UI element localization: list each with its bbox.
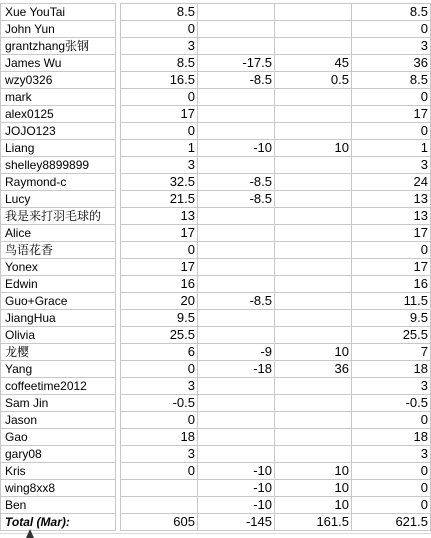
new-balance-cell[interactable]: 1 — [352, 140, 431, 157]
charge-cell[interactable]: -8.5 — [198, 293, 275, 310]
table-row — [1, 259, 431, 276]
table-row — [1, 463, 431, 480]
charge-cell[interactable] — [198, 412, 275, 429]
new-balance-cell[interactable]: 24 — [352, 174, 431, 191]
charge-cell[interactable] — [198, 89, 275, 106]
table-row — [1, 4, 431, 21]
table-row — [1, 344, 431, 361]
charge-cell[interactable] — [198, 208, 275, 225]
new-balance-cell[interactable]: 36 — [352, 55, 431, 72]
payment-cell[interactable] — [275, 446, 352, 463]
status-bar — [0, 533, 431, 538]
balance-cell[interactable]: 0 — [121, 412, 198, 429]
balance-cell[interactable]: 16 — [121, 276, 198, 293]
charge-cell[interactable] — [198, 225, 275, 242]
balance-cell[interactable]: 3 — [121, 378, 198, 395]
table-row — [1, 327, 431, 344]
payment-cell[interactable]: 36 — [275, 361, 352, 378]
charge-cell[interactable] — [198, 378, 275, 395]
balance-cell[interactable]: -0.5 — [121, 395, 198, 412]
balance-cell[interactable]: 3 — [121, 446, 198, 463]
charge-cell[interactable]: -18 — [198, 361, 275, 378]
payment-cell[interactable] — [275, 89, 352, 106]
balance-cell[interactable]: 17 — [121, 106, 198, 123]
table-row — [1, 123, 431, 140]
player-name-cell[interactable]: gary08 — [1, 446, 116, 463]
new-balance-cell[interactable]: 16 — [352, 276, 431, 293]
new-balance-cell[interactable]: -0.5 — [352, 395, 431, 412]
table-row — [1, 21, 431, 38]
new-balance-cell[interactable]: 0 — [352, 412, 431, 429]
new-balance-cell[interactable]: 18 — [352, 361, 431, 378]
new-balance-cell[interactable]: 3 — [352, 157, 431, 174]
player-name-cell[interactable]: Sam Jin — [1, 395, 116, 412]
balance-cell[interactable]: 1 — [121, 140, 198, 157]
charge-cell[interactable] — [198, 446, 275, 463]
table-row — [1, 191, 431, 208]
charge-cell[interactable]: -145 — [198, 514, 275, 531]
table-row — [1, 174, 431, 191]
new-balance-cell[interactable]: 8.5 — [352, 72, 431, 89]
table-row — [1, 378, 431, 395]
player-name-cell[interactable]: Yonex — [1, 259, 116, 276]
payment-cell[interactable] — [275, 242, 352, 259]
table-row — [1, 395, 431, 412]
payment-cell[interactable] — [275, 174, 352, 191]
balance-cell[interactable]: 18 — [121, 429, 198, 446]
balance-cell[interactable]: 3 — [121, 38, 198, 55]
player-name-cell[interactable]: JOJO123 — [1, 123, 116, 140]
player-name-cell[interactable]: John Yun — [1, 21, 116, 38]
player-name-cell[interactable]: Liang — [1, 140, 116, 157]
payment-cell[interactable]: 10 — [275, 497, 352, 514]
player-name-cell[interactable]: Yang — [1, 361, 116, 378]
new-balance-cell[interactable]: 0 — [352, 21, 431, 38]
table-row — [1, 242, 431, 259]
player-name-cell[interactable]: Xue YouTai — [1, 4, 116, 21]
table-row — [1, 497, 431, 514]
payment-cell[interactable] — [275, 106, 352, 123]
player-name-cell[interactable]: Lucy — [1, 191, 116, 208]
new-balance-cell[interactable]: 0 — [352, 123, 431, 140]
payment-cell[interactable] — [275, 225, 352, 242]
charge-cell[interactable]: -10 — [198, 140, 275, 157]
balance-cell[interactable]: 20 — [121, 293, 198, 310]
balance-cell[interactable]: 0 — [121, 463, 198, 480]
balance-cell[interactable]: 32.5 — [121, 174, 198, 191]
table-row — [1, 55, 431, 72]
payment-cell[interactable] — [275, 395, 352, 412]
payment-cell[interactable] — [275, 412, 352, 429]
payment-cell[interactable] — [275, 259, 352, 276]
payment-cell[interactable] — [275, 276, 352, 293]
payment-cell[interactable]: 10 — [275, 480, 352, 497]
table-row — [1, 446, 431, 463]
balance-table — [0, 3, 431, 531]
new-balance-cell[interactable]: 3 — [352, 446, 431, 463]
player-name-cell[interactable]: wing8xx8 — [1, 480, 116, 497]
balance-cell[interactable]: 3 — [121, 157, 198, 174]
table-row — [1, 293, 431, 310]
payment-cell[interactable]: 10 — [275, 344, 352, 361]
player-name-cell[interactable]: Edwin — [1, 276, 116, 293]
balance-cell[interactable]: 605 — [121, 514, 198, 531]
player-name-cell[interactable]: Olivia — [1, 327, 116, 344]
charge-cell[interactable]: -10 — [198, 480, 275, 497]
new-balance-cell[interactable]: 17 — [352, 259, 431, 276]
balance-cell[interactable]: 21.5 — [121, 191, 198, 208]
player-name-cell[interactable]: Alice — [1, 225, 116, 242]
new-balance-cell[interactable]: 0 — [352, 463, 431, 480]
new-balance-cell[interactable]: 17 — [352, 225, 431, 242]
balance-cell[interactable]: 17 — [121, 259, 198, 276]
player-name-cell[interactable]: Raymond-c — [1, 174, 116, 191]
charge-cell[interactable]: -8.5 — [198, 72, 275, 89]
payment-cell[interactable] — [275, 327, 352, 344]
payment-cell[interactable]: 161.5 — [275, 514, 352, 531]
table-row — [1, 361, 431, 378]
table-row — [1, 225, 431, 242]
payment-cell[interactable] — [275, 293, 352, 310]
payment-cell[interactable] — [275, 378, 352, 395]
charge-cell[interactable]: -17.5 — [198, 55, 275, 72]
payment-cell[interactable] — [275, 429, 352, 446]
charge-cell[interactable] — [198, 157, 275, 174]
player-name-cell[interactable]: Guo+Grace — [1, 293, 116, 310]
table-row — [1, 72, 431, 89]
balance-cell[interactable]: 0 — [121, 361, 198, 378]
payment-cell[interactable]: 0.5 — [275, 72, 352, 89]
charge-cell[interactable] — [198, 259, 275, 276]
player-name-cell[interactable]: coffeetime2012 — [1, 378, 116, 395]
table-row — [1, 412, 431, 429]
payment-cell[interactable] — [275, 4, 352, 21]
new-balance-cell[interactable]: 0 — [352, 242, 431, 259]
new-balance-cell[interactable]: 0 — [352, 480, 431, 497]
player-name-cell[interactable]: Gao — [1, 429, 116, 446]
new-balance-cell[interactable]: 17 — [352, 106, 431, 123]
payment-cell[interactable]: 45 — [275, 55, 352, 72]
player-name-cell[interactable]: JiangHua — [1, 310, 116, 327]
table-body — [1, 4, 431, 531]
payment-cell[interactable]: 10 — [275, 463, 352, 480]
charge-cell[interactable] — [198, 395, 275, 412]
player-name-cell[interactable]: Ben — [1, 497, 116, 514]
player-name-cell[interactable]: James Wu — [1, 55, 116, 72]
charge-cell[interactable] — [198, 327, 275, 344]
new-balance-cell[interactable]: 0 — [352, 497, 431, 514]
table-row — [1, 276, 431, 293]
charge-cell[interactable]: -8.5 — [198, 174, 275, 191]
player-name-cell[interactable]: wzy0326 — [1, 72, 116, 89]
new-balance-cell[interactable]: 7 — [352, 344, 431, 361]
new-balance-cell[interactable]: 8.5 — [352, 4, 431, 21]
new-balance-cell[interactable]: 18 — [352, 429, 431, 446]
player-name-cell[interactable]: Kris — [1, 463, 116, 480]
charge-cell[interactable] — [198, 123, 275, 140]
balance-cell[interactable]: 0 — [121, 21, 198, 38]
balance-cell[interactable]: 9.5 — [121, 310, 198, 327]
table-row — [1, 89, 431, 106]
payment-cell[interactable] — [275, 21, 352, 38]
payment-cell[interactable] — [275, 191, 352, 208]
charge-cell[interactable] — [198, 429, 275, 446]
charge-cell[interactable]: -8.5 — [198, 191, 275, 208]
payment-cell[interactable] — [275, 157, 352, 174]
charge-cell[interactable]: -10 — [198, 497, 275, 514]
new-balance-cell[interactable]: 621.5 — [352, 514, 431, 531]
table-row — [1, 38, 431, 55]
balance-cell[interactable]: 25.5 — [121, 327, 198, 344]
charge-cell[interactable] — [198, 21, 275, 38]
player-name-cell[interactable]: grantzhang张钢 — [1, 38, 116, 55]
payment-cell[interactable] — [275, 123, 352, 140]
player-name-cell[interactable]: Jason — [1, 412, 116, 429]
table-row — [1, 429, 431, 446]
player-name-cell[interactable]: Total (Mar): — [1, 514, 116, 531]
table-row — [1, 157, 431, 174]
charge-cell[interactable] — [198, 310, 275, 327]
payment-cell[interactable] — [275, 208, 352, 225]
charge-cell[interactable] — [198, 4, 275, 21]
player-name-cell[interactable]: 龙樱 — [1, 344, 116, 361]
new-balance-cell[interactable]: 3 — [352, 378, 431, 395]
player-name-cell[interactable]: 我是来打羽毛球的 — [1, 208, 116, 225]
balance-cell[interactable]: 16.5 — [121, 72, 198, 89]
balance-cell[interactable]: 0 — [121, 89, 198, 106]
charge-cell[interactable]: -9 — [198, 344, 275, 361]
table-row — [1, 310, 431, 327]
payment-cell[interactable] — [275, 38, 352, 55]
charge-cell[interactable]: -10 — [198, 463, 275, 480]
new-balance-cell[interactable]: 11.5 — [352, 293, 431, 310]
charge-cell[interactable] — [198, 106, 275, 123]
new-balance-cell[interactable]: 13 — [352, 191, 431, 208]
new-balance-cell[interactable]: 3 — [352, 38, 431, 55]
balance-cell[interactable] — [121, 497, 198, 514]
table-row — [1, 208, 431, 225]
payment-cell[interactable] — [275, 310, 352, 327]
player-name-cell[interactable]: 鸟语花香 — [1, 242, 116, 259]
new-balance-cell[interactable]: 13 — [352, 208, 431, 225]
charge-cell[interactable] — [198, 38, 275, 55]
new-balance-cell[interactable]: 9.5 — [352, 310, 431, 327]
mouse-cursor-icon — [26, 529, 34, 538]
player-name-cell[interactable]: shelley8899899 — [1, 157, 116, 174]
table-row — [1, 106, 431, 123]
balance-cell[interactable] — [121, 480, 198, 497]
player-name-cell[interactable]: alex0125 — [1, 106, 116, 123]
balance-cell[interactable]: 6 — [121, 344, 198, 361]
balance-cell[interactable]: 0 — [121, 123, 198, 140]
balance-cell[interactable]: 13 — [121, 208, 198, 225]
charge-cell[interactable] — [198, 276, 275, 293]
new-balance-cell[interactable]: 25.5 — [352, 327, 431, 344]
table-row — [1, 480, 431, 497]
payment-cell[interactable]: 10 — [275, 140, 352, 157]
balance-cell[interactable]: 0 — [121, 242, 198, 259]
player-name-cell[interactable]: mark — [1, 89, 116, 106]
balance-cell[interactable]: 17 — [121, 225, 198, 242]
new-balance-cell[interactable]: 0 — [352, 89, 431, 106]
balance-cell[interactable]: 8.5 — [121, 55, 198, 72]
table-row — [1, 140, 431, 157]
total-row — [1, 514, 431, 531]
balance-cell[interactable]: 8.5 — [121, 4, 198, 21]
charge-cell[interactable] — [198, 242, 275, 259]
